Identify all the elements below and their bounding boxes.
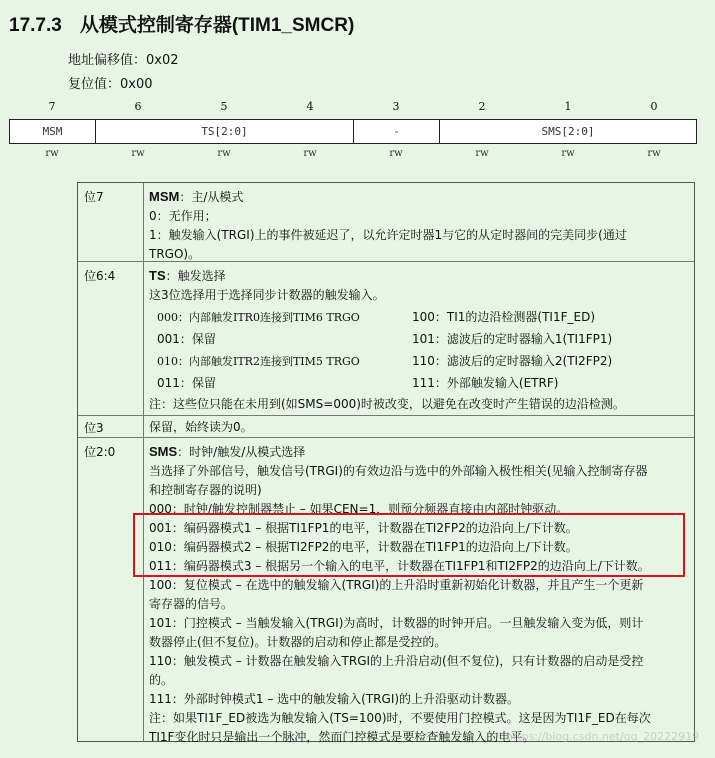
bit-number: 1	[564, 100, 572, 113]
ts-description: TS：触发选择 这3位选择用于选择同步计数器的触发输入。 000：内部触发ITR0连接到TIM6 TRGO 100：TI1的边沿检测器(TI1F_ED) 001：保留 101：滤波后的定时器输入1(TI1FP1) 010：内部触发ITR2连接到TIM5 TRGO 110：滤波后的定时器输入2(TI2FP2) 011：保留 111：外部触发输入(ETRF) 注：这些位只能在未用到(如SMS=000)时被改变，以避免在改变时产生错误的边沿检测。	[149, 268, 625, 411]
bit-number: 6	[134, 100, 142, 113]
bit-label: 位2:0	[84, 445, 116, 459]
field-reserved: -	[354, 120, 440, 143]
msm-description: MSM：主/从模式 0：无作用； 1：触发输入(TRGI)上的事件被延迟了，以允许定时器1与它的从定时器间的完美同步(通过 TRGO)。	[149, 189, 627, 261]
bit-number: 2	[478, 100, 486, 113]
access-label: rw	[561, 148, 575, 159]
sms-description: SMS：时钟/触发/从模式选择 当选择了外部信号，触发信号(TRGI)的有效边沿与选中的外部输入极性相关(见输入控制寄存器 和控制寄存器的说明) 000：时钟/触发控制器禁止 – 如果CEN=1，则预分频器直接由内部时钟驱动。 001：编码器模式1 – 根据TI1FP1的电平，计数器在TI2FP2的边沿向上/下计数。 010：编码器模式2 – 根据TI2FP2的电平，计数器在TI1FP1的边沿向上/下计数。 011：编码器模式3 – 根据另一个输入的电平，计数器在TI1FP1和TI2FP2的边沿向上/下计数。 100：复位模式 – 在选中的触发输入(TRGI)的上升沿时重新初始化计数器，并且产生一个更新 寄存器的信号。 101：门控模式 – 当触发输入(TRGI)为高时，计数器的时钟开启。一旦触发输入变为低，则计 数器停止(但不复位)。计数器的启动和停止都是受控的。 110：触发模式 – 计数器在触发输入TRGI的上升沿启动(但不复位)，只有计数器的启动是受控 的。 111：外部时钟模式1 – 选中的触发输入(TRGI)的上升沿驱动计数器。 注：如果TI1F_ED被选为触发输入(TS=100)时，不要使用门控模式。这是因为TI1F_ED在每次 TI1F变化时只是输出一个脉冲，然而门控模式是要检查触发输入的电平。	[149, 444, 651, 744]
watermark: https://blog.csdn.net/qq_20222919	[506, 730, 700, 743]
reset-value: 复位值：0x00	[68, 77, 153, 92]
row-ts	[78, 261, 694, 416]
register-bitfield-row	[9, 119, 697, 144]
row-msm	[78, 183, 694, 261]
access-label: rw	[389, 148, 403, 159]
field-msm: MSM	[10, 120, 96, 143]
bit-number: 3	[392, 100, 400, 113]
bit-number: 4	[306, 100, 314, 113]
access-label: rw	[475, 148, 489, 159]
row-sms	[78, 437, 694, 742]
field-ts: TS[2:0]	[96, 120, 354, 143]
bit-description-table	[77, 182, 695, 742]
bit-number: 5	[220, 100, 228, 113]
bit-label: 位7	[84, 190, 104, 204]
address-offset: 地址偏移值：0x02	[68, 53, 179, 68]
access-label: rw	[131, 148, 145, 159]
field-sms: SMS[2:0]	[541, 125, 595, 138]
access-label: rw	[45, 148, 59, 159]
bit-number: 0	[650, 100, 658, 113]
bit-label: 位3	[84, 421, 104, 435]
access-label: rw	[647, 148, 661, 159]
bit-label: 位6:4	[84, 269, 116, 283]
section-title: 17.7.3 从模式控制寄存器(TIM1_SMCR)	[9, 15, 355, 36]
row-reserved	[78, 415, 694, 438]
access-label: rw	[217, 148, 231, 159]
bit-number: 7	[48, 100, 56, 113]
encoder-mode-highlight-box	[133, 513, 685, 577]
reserved-description: 保留，始终读为0。	[149, 420, 253, 434]
access-label: rw	[303, 148, 317, 159]
